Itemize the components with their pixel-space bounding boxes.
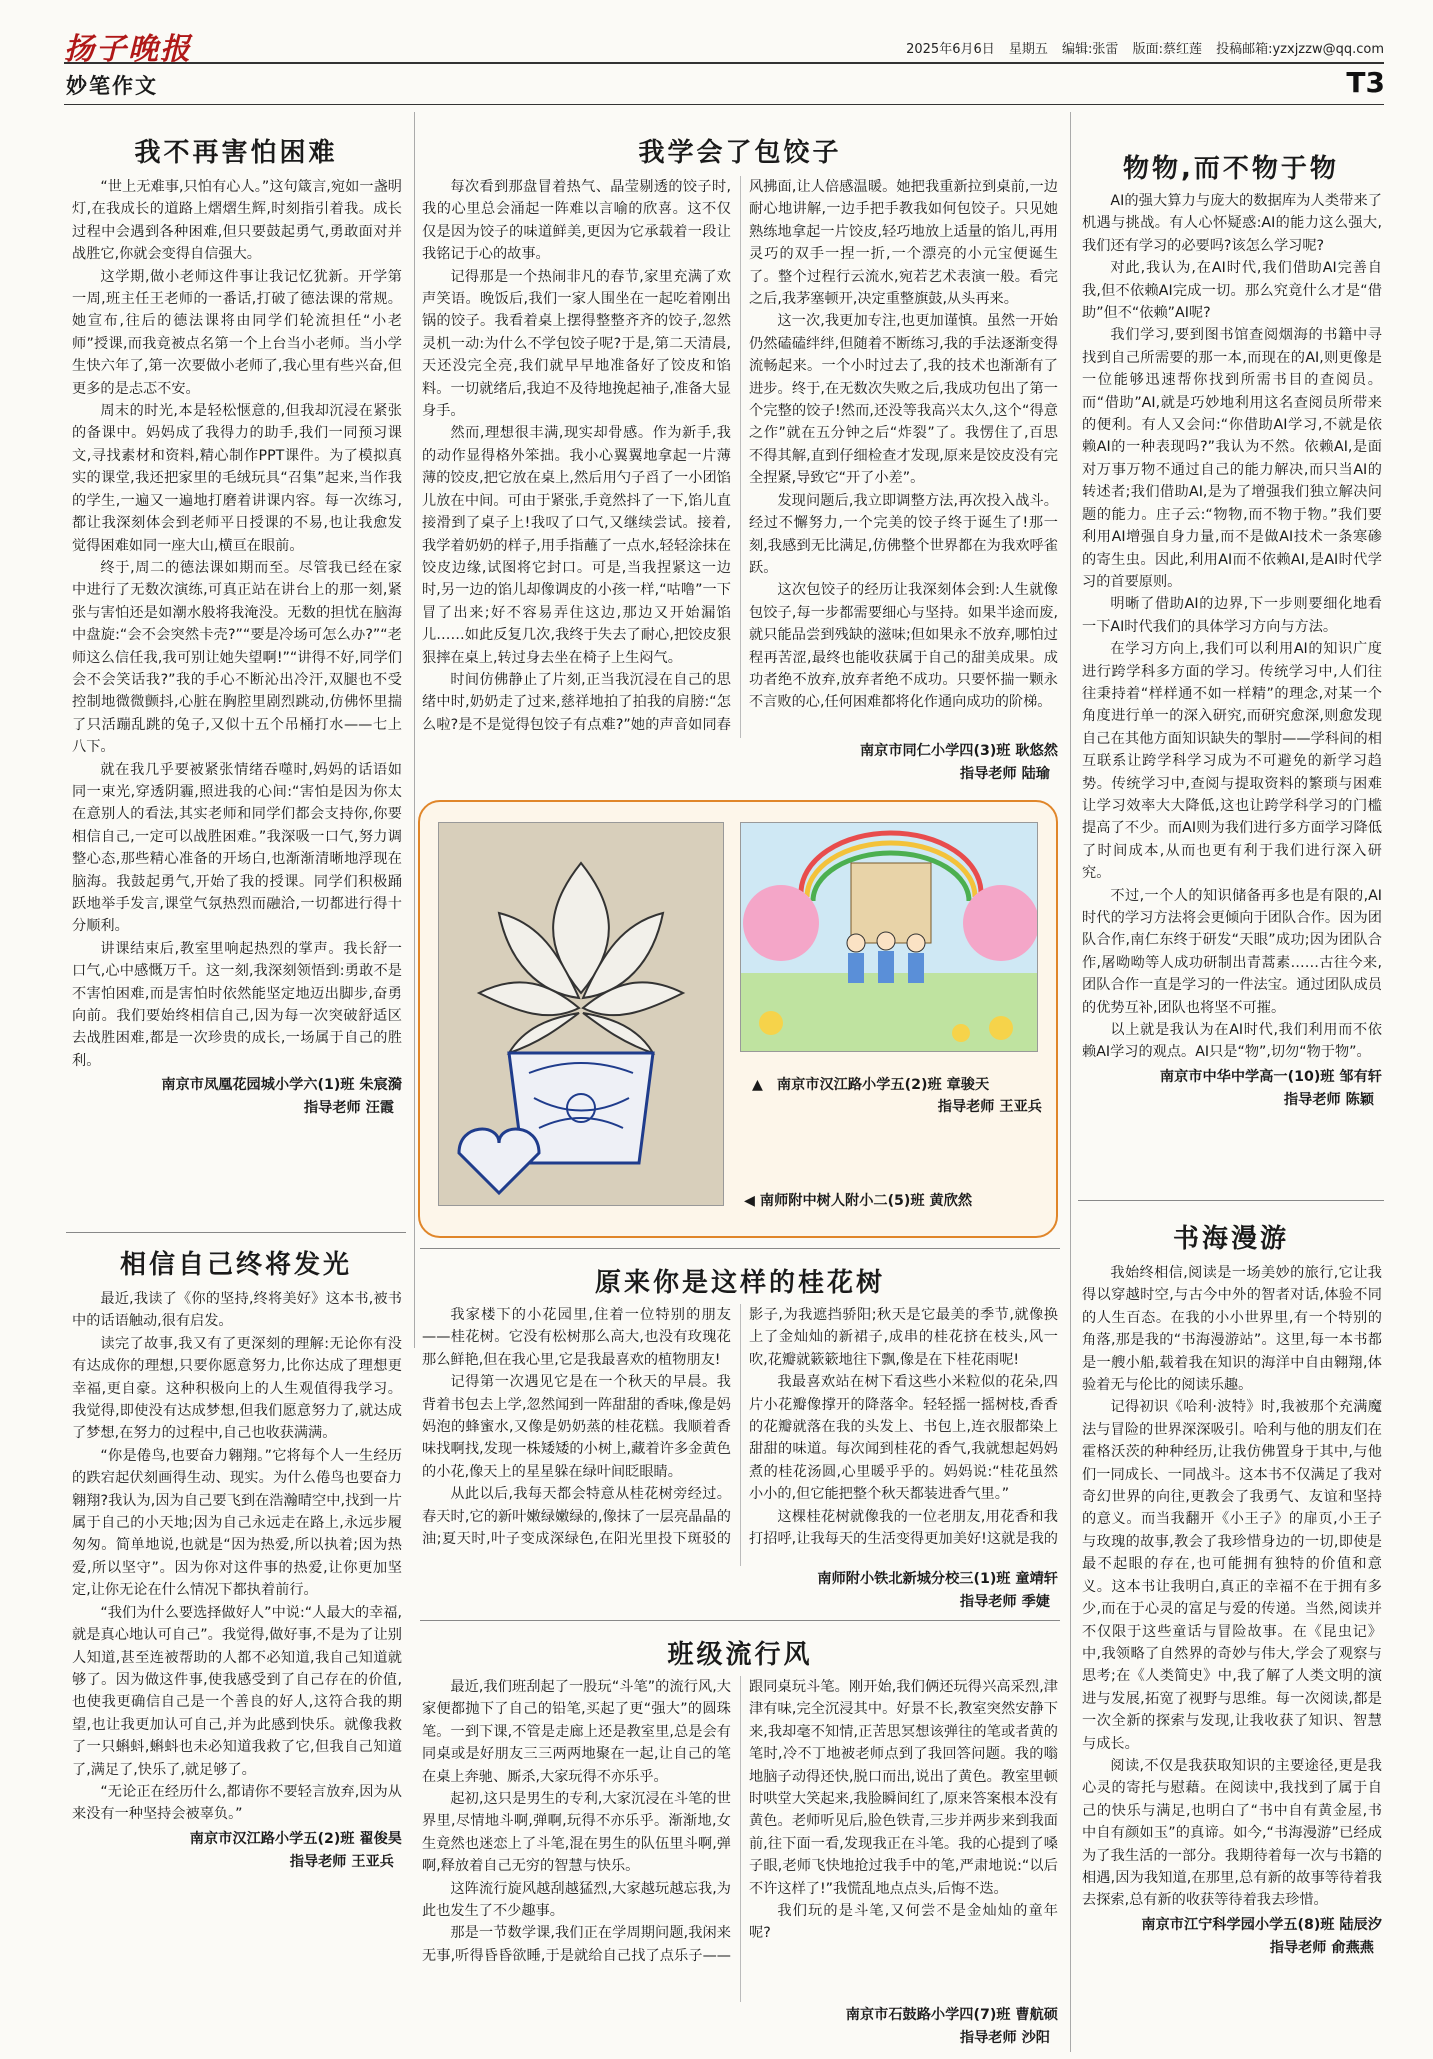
paragraph: 从此以后,我每天都会特意从桂花树旁经过。春天时,它的新叶嫩绿嫩绿的,像抹了一层亮晶晶的油;夏天时,叶子变成深绿色,在阳光里投下斑驳的影子,为我遮挡骄阳;秋天是它最美的季节,就像换上了金灿灿的新裙子,成串的桂花挤在枝头,风一吹,花瓣就簌簌地往下飘,像是在下桂花雨呢! [422,1307,1058,1548]
paragraph: 记得第一次遇见它是在一个秋天的早晨。我背着书包去上学,忽然闻到一阵甜甜的香味,像是妈妈泡的蜂蜜水,又像是奶奶蒸的桂花糕。我顺着香味找啊找,发现一株矮矮的小树上,藏着许多金黄色的小花,像天上的星星躲在绿叶间眨眼睛。 [422,1374,731,1480]
teacher-credit: 指导老师 汪霞 [303,1100,394,1117]
paragraph: 这次包饺子的经历让我深刻体会到:人生就像包饺子,每一步都需要细心与坚持。如果半途而废,就只能品尝到残缺的滋味;但如果永不放弃,哪怕过程再苦涩,最终也能收获属于自己的甜美成果。成功者绝不放弃,放弃者绝不成功。只要怀揣一颗永不言败的心,任何困难都将化作通向成功的阶梯。 [749,582,1058,711]
paragraph: 那是一节数学课,我们正在学周期问题,我闲来无事,听得昏昏欲睡,于是就给自己找了点乐子——跟同桌玩斗笔。刚开始,我们俩还玩得兴高采烈,津津有味,完全沉浸其中。好景不长,教室突然安静下来,我却毫不知情,正苦思冥想该弹往的笔或者黄的笔时,冷不丁地被老师点到了我回答问题。我的嗡地脑子动得还快,脱口而出,说出了黄色。教室里顿时哄堂大笑起来,我脸瞬间红了,原来答案根本没有黄色。老师听见后,脸色铁青,三步并两步来到我面前,往下面一看,发现我正在斗笔。我的心提到了嗓子眼,老师飞快地抢过我手中的笔,严肃地说:“以后不许这样了!”我慌乱地点点头,后悔不迭。 [422,1679,1058,1964]
school-drawing-icon [741,823,1037,1051]
article-title: 原来你是这样的桂花树 [594,1268,885,1298]
teacher-credit: 指导老师 季婕 [959,1594,1050,1610]
article-divider [420,1620,1060,1621]
paragraph: 我们学习,要到图书馆查阅烟海的书籍中寻找到自己所需要的那一本,而现在的AI,则更像是一位能够迅速帮你找到所需书目的查阅员。而“借助”AI,就是巧妙地利用这名查阅员所带来的便利。有人又会问:“你借助AI学习,不就是依赖AI的一种表现吗?”我认为不然。依赖AI,是面对万事万物不通过自己的能力解决,而只当AI的转述者;我们借助AI,是为了增强我们独立解决问题的能力。庄子云:“物物,而不物于物。”我们要利用AI增强自身力量,而不是做AI技术一条寒碜的寄生虫。因此,利用AI而不依赖AI,是AI时代学习的首要原则。 [1082,327,1382,590]
article-dumplings [422,176,1058,788]
section-rule [64,104,1384,105]
paragraph: 记得初识《哈利·波特》时,我被那个充满魔法与冒险的世界深深吸引。哈利与他的朋友们在霍格沃茨的种种经历,让我仿佛置身于其中,与他们一同成长、一同战斗。这本书不仅满足了我对奇幻世界的向往,更教会了我勇气、友谊和坚持的意义。而当我翻开《小王子》的扉页,小王子与玫瑰的故事,教会了我珍惜身边的一切,即使是最不起眼的存在,也可能拥有独特的价值和意义。这本书让我明白,真正的幸福不在于拥有多少,而在于心灵的富足与爱的传递。当然,阅读并不仅限于这些童话与冒险故事。在《昆虫记》中,我领略了自然界的奇妙与伟大,学会了观察与思考;在《人类简史》中,我了解了人类文明的演进与发展,拓宽了视野与思维。每一次阅读,都是一次全新的探索与发现,让我收获了知识、智慧与成长。 [1082,1399,1382,1752]
artwork-caption [744,1190,1054,1212]
article-class-trend [422,1676,1058,2054]
paragraph: “无论正在经历什么,都请你不要轻言放弃,因为从来没有一种坚持会被辜负。” [72,1783,402,1823]
artwork-school-scene [740,822,1038,1052]
paragraph: 以上就是我认为在AI时代,我们利用而不依赖AI学习的观点。AI只是“物”,切勿“物于物”。 [1082,1022,1382,1061]
paragraph: 最近,我们班刮起了一股玩“斗笔”的流行风,大家便都抛下了自己的铅笔,买起了更“强大”的圆珠笔。一到下课,不管是走廊上还是教室里,总是会有同桌或是好朋友三三两两地聚在一起,让自己的笔在桌上奔驰、厮杀,大家玩得不亦乐乎。 [422,1679,731,1785]
paragraph: 我们玩的是斗笔,又何尝不是金灿灿的童年呢? [749,1903,1058,1942]
article-divider [1078,1200,1384,1201]
article-body [422,1304,1058,1566]
paragraph: 在学习方向上,我们可以利用AI的知识广度进行跨学科多方面的学习。传统学习中,人们往往秉持着“样样通不如一样精”的理念,对某一个角度进行单一的深入研究,而研究愈深,则愈发现自己在其他方面知识缺失的掣肘——学科间的相互联系让跨学科学习成为不可避免的新学习趋势。传统学习中,查阅与提取资料的繁琐与困难让学习效率大大降低,这也让跨学科学习的门槛提高了不少。而AI则为我们进行多方面学习降低了时间成本,从而也更有利于我们进行深入研究。 [1082,641,1382,882]
paragraph: 这阵流行旋风越刮越猛烈,大家越玩越忘我,为此也发生了不少趣事。 [422,1880,731,1920]
paragraph: “世上无难事,只怕有心人。”这句箴言,宛如一盏明灯,在我成长的道路上熠熠生辉,时刻指引着我。成长过程中会遇到各种困难,但只要鼓起勇气,勇敢面对并战胜它,你就会变得自信强大。 [72,179,402,263]
paragraph: 这学期,做小老师这件事让我记忆犹新。开学第一周,班主任王老师的一番话,打破了德法课的常规。她宣布,往后的德法课将由同学们轮流担任“小老师”授课,而我竟被点名第一个上台当小老师。当小学生快六年了,第一次要做小老师了,我心里有些兴奋,但更多的是忐忑不安。 [72,268,402,397]
author-byline: 南京市石鼓路小学四(7)班 曹航硕 [845,2007,1058,2023]
article-body [422,1676,1058,2002]
artwork-school: 南师附中树人附小二(5)班 黄欣然 [759,1193,973,1209]
teacher-credit: 指导老师 王亚兵 [289,1853,394,1870]
header-info [896,38,1384,57]
article-title: 我不再害怕困难 [134,138,338,168]
article-body [72,1288,402,1826]
article-osmanthus [422,1304,1058,1616]
section-title: 妙笔作文 [66,74,158,98]
article-body [1082,190,1382,1064]
paragraph: AI的强大算力与庞大的数据库为人类带来了机遇与挑战。有人心怀疑惑:AI的能力这么强大,我们还有学习的必要吗?该怎么学习呢? [1082,193,1382,254]
paragraph: 这一次,我更加专注,也更加谨慎。虽然一开始仍然磕磕绊绊,但随着不断练习,我的手法逐渐变得流畅起来。一个小时过去了,我的技术也渐渐有了进步。终于,在无数次失败之后,我成功包出了第一个完整的饺子!然而,还没等我高兴太久,这个“得意之作”就在五分钟之后“炸裂”了。我愣住了,百思不得其解,直到仔细检查才发现,原来是饺皮没有完全捏紧,导致它“开了小差”。 [749,313,1058,487]
paragraph: 最近,我读了《你的坚持,终将美好》这本书,被书中的话语触动,很有启发。 [72,1291,402,1330]
paragraph: 起初,这只是男生的专利,大家沉浸在斗笔的世界里,尽情地斗啊,弹啊,玩得不亦乐乎。渐渐地,女生竟然也迷恋上了斗笔,混在男生的队伍里斗啊,弹啊,释放着自己无穷的智慧与快乐。 [422,1791,731,1875]
plant-drawing-icon [439,823,723,1205]
author-byline: 南京市中华中学高一(10)班 邹有轩 [1159,1068,1382,1085]
artwork-teacher: 指导老师 王亚兵 [937,1099,1042,1115]
paragraph: 这棵桂花树就像我的一位老朋友,用花香和我打招呼,让我每天的生活变得更加美好!这就是我的 [749,1508,1058,1548]
author-byline: 南京市同仁小学四(3)班 耿悠然 [859,743,1058,759]
article-book-sea [1082,1262,1382,2054]
header-rule [64,62,1384,64]
teacher-credit: 指导老师 沙阳 [959,2030,1050,2046]
article-not-afraid [72,176,402,1228]
column-divider [1070,112,1071,2052]
article-title: 班级流行风 [667,1640,813,1670]
paragraph: 讲课结束后,教室里响起热烈的掌声。我长舒一口气,心中感慨万千。这一刻,我深刻领悟到:勇敢不是不害怕困难,而是害怕时依然能坚定地迈出脚步,奋勇向前。我们要始终相信自己,因为每一次突破舒适区去战胜困难,都是一次珍贵的成长,一场属于自己的胜利。 [72,940,402,1069]
page-number: T3 [1346,66,1385,99]
article-ai-learning [1082,190,1382,1194]
paragraph: 我家楼下的小花园里,住着一位特别的朋友——桂花树。它没有松树那么高大,也没有玫瑰花那么鲜艳,但在我心里,它是我最喜欢的植物朋友! [422,1307,731,1368]
article-title: 相信自己终将发光 [119,1250,352,1280]
article-body [1082,1262,1382,1912]
column-divider [414,112,415,1348]
artwork-school: 南京市汉江路小学五(2)班 章骏天 [776,1077,990,1093]
paragraph: 就在我几乎要被紧张情绪吞噬时,妈妈的话语如同一束光,穿透阴霾,照进我的心间:“害怕是因为你太在意别人的看法,其实老师和同学们都会支持你,你要相信自己,一定可以战胜困难。”我深吸一口气,努力调整心态,那些精心准备的开场白,也渐渐清晰地浮现在脑海。我鼓起勇气,开始了我的授课。同学们积极踊跃地举手发言,课堂气氛热烈而融洽,一切都进行得十分顺利。 [72,761,402,935]
article-title: 书海漫游 [1172,1224,1289,1254]
paragraph: 然而,理想很丰满,现实却骨感。作为新手,我的动作显得格外笨拙。我小心翼翼地拿起一片薄薄的饺皮,把它放在桌上,然后用勺子舀了一小团馅儿放在中间。可由于紧张,手竟然抖了一下,馅儿直接滑到了桌子上!我叹了口气,又继续尝试。接着,我学着奶奶的样子,用手指蘸了一点水,轻轻涂抹在饺皮边缘,试图将它封口。可是,当我捏紧这一边时,另一边的馅儿却像调皮的小孩一样,“咕噜”一下冒了出来;好不容易弄住这边,那边又开始漏馅儿……如此反复几次,我终于失去了耐心,把饺皮狠狠摔在桌上,转过身去坐在椅子上生闷气。 [422,425,731,666]
author-byline: 南京市凤凰花园城小学六(1)班 朱宸漪 [161,1077,402,1094]
paragraph: 记得那是一个热闹非凡的春节,家里充满了欢声笑语。晚饭后,我们一家人围坐在一起吃着刚出锅的饺子。我看着桌上摆得整整齐齐的饺子,忽然灵机一动:为什么不学包饺子呢?于是,第二天清晨,天还没完全亮,我们就早早地准备好了饺皮和馅料。一切就绪后,我迫不及待地挽起袖子,准备大显身手。 [422,268,731,420]
issue-weekday: 星期五 [1008,42,1048,57]
paragraph: “你是倦鸟,也要奋力翱翔。”它将每个人一生经历的跌宕起伏刻画得生动、现实。为什么倦鸟也要奋力翱翔?我认为,因为自己要飞到在浩瀚晴空中,找到一片属于自己的小天地;因为自己永远走在路上,永远步履匆匆。简单地说,也就是“因为热爱,所以执着;因为热爱,所以坚守”。因为你对这件事的热爱,让你更加坚定,让你无论在什么情况下都执着前行。 [72,1447,402,1599]
teacher-credit: 指导老师 陈颖 [1283,1091,1374,1108]
paragraph: 每次看到那盘冒着热气、晶莹剔透的饺子时,我的心里总会涌起一阵难以言喻的欣喜。这不仅仅是因为饺子的味道鲜美,更因为它承载着一段让我铭记于心的故事。 [422,179,731,263]
article-title: 我学会了包饺子 [638,138,842,168]
teacher-credit: 指导老师 俞燕燕 [1269,1939,1374,1956]
paragraph: “我们为什么要选择做好人”中说:“人最大的幸福,就是真心地认可自己”。我觉得,做好事,不是为了让别人知道,甚至连被帮助的人都不必知道,我自己知道就够了。因为做这件事,使我感受到了自己存在的价值,也使我更确信自己是一个善良的好人,这符合我的期望,也让我更加认可自己,并为此感到快乐。就像我救了一只蝌蚪,蝌蚪也未必知道我救了它,但我自己知道了,满足了,快乐了,就足够了。 [72,1604,402,1778]
author-byline: 南京市江宁科学园小学五(8)班 陆辰汐 [1141,1916,1382,1933]
masthead [64,24,1384,67]
paragraph: 读完了故事,我又有了更深刻的理解:无论你有没有达成你的理想,只要你愿意努力,比你达成了理想更幸福,更自豪。这种积极向上的人生观值得我学习。我觉得,即使没有达成梦想,但我们愿意努力了,就达成了梦想,在努力的过程中,自己也收获满满。 [72,1335,402,1442]
artwork-potted-plant [438,822,724,1206]
paragraph: 我始终相信,阅读是一场美妙的旅行,它让我得以穿越时空,与古今中外的智者对话,体验不同的人生百态。在我的小小世界里,有一个特别的角落,那是我的“书海漫游站”。这里,每一本书都是一艘小船,载着我在知识的海洋中自由翱翔,体验着无与伦比的阅读乐趣。 [1082,1265,1382,1394]
article-title: 物物,而不物于物 [1123,154,1339,184]
paragraph: 我最喜欢站在树下看这些小米粒似的花朵,四片小花瓣像撑开的降落伞。轻轻摇一摇树枝,香香的花瓣就落在我的头发上、书包上,连衣服都染上甜甜的味道。每次闻到桂花的香气,我就想起妈妈煮的桂花汤圆,心里暖乎乎的。妈妈说:“桂花虽然小小的,但它能把整个秋天都装进香气里。” [749,1374,1058,1503]
caption-marker: ◀ [744,1193,755,1209]
author-byline: 南师附小铁北新城分校三(1)班 童靖轩 [817,1571,1058,1587]
paragraph: 周末的时光,本是轻松惬意的,但我却沉浸在紧张的备课中。妈妈成了我得力的助手,我们一同预习课文,寻找素材和资料,精心制作PPT课件。为了模拟真实的课堂,我还把家里的毛绒玩具“召集”起来,当作我的学生,一遍又一遍地打磨着讲课内容。每一次练习,都让我深刻体会到老师平日授课的不易,也让我愈发觉得困难如同一座大山,横亘在眼前。 [72,403,402,554]
article-divider [66,1232,406,1233]
article-divider [420,1248,1060,1249]
paragraph: 不过,一个人的知识储备再多也是有限的,AI时代的学习方法将会更倾向于团队合作。因为团队合作,南仁东终于研发“天眼”成功;因为团队合作,屠呦呦等人成功研制出青蒿素……古往今来,团队合作一直是学习的一件法宝。通过团队成员的优势互补,团队也将坚不可摧。 [1082,887,1382,1016]
teacher-credit: 指导老师 陆瑜 [959,766,1050,782]
paragraph: 发现问题后,我立即调整方法,再次投入战斗。经过不懈努力,一个完美的饺子终于诞生了!那一刻,我感到无比满足,仿佛整个世界都在为我欢呼雀跃。 [749,492,1058,576]
author-byline: 南京市汉江路小学五(2)班 翟俊昊 [189,1830,402,1847]
editor-credit: 编辑:张雷 [1062,42,1119,57]
article-shine [72,1288,402,2054]
article-body [72,176,402,1072]
paragraph: 终于,周二的德法课如期而至。尽管我已经在家中进行了无数次演练,可真正站在讲台上的那一刻,紧张与害怕还是如潮水般将我淹没。无数的担忧在脑海中盘旋:“会不会突然卡壳?”“要是冷场可怎么办?”“老师这么信任我,我可别让她失望啊!”“讲得不好,同学们会不会笑话我?”我的手心不断沁出冷汗,双腿也不受控制地微微颤抖,心脏在胸腔里剧烈跳动,仿佛怀里揣了只活蹦乱跳的兔子,又似十五个吊桶打水——七上八下。 [72,559,402,756]
paragraph: 阅读,不仅是我获取知识的主要途径,更是我心灵的寄托与慰藉。在阅读中,我找到了属于自己的快乐与满足,也明白了“书中自有黄金屋,书中自有颜如玉”的真谛。如今,“书海漫游”已经成为了我生活的一部分。我期待着每一次与书籍的相遇,因为我知道,在那里,总有新的故事等待着我去探索,总有新的收获等待着我去珍惜。 [1082,1757,1382,1909]
layout-credit: 版面:蔡红莲 [1132,42,1202,57]
paragraph: 对此,我认为,在AI时代,我们借助AI完善自我,但不依赖AI完成一切。那么究竟什么才是“借助”但不“依赖”AI呢? [1082,260,1382,322]
artwork-caption [752,1074,1042,1118]
article-body [422,176,1058,738]
issue-date: 2025年6月6日 [906,42,995,57]
paragraph: 明晰了借助AI的边界,下一步则要细化地看一下AI时代我们的具体学习方向与方法。 [1082,596,1382,635]
submission-email[interactable]: 投稿邮箱:yzxjzzw@qq.com [1216,42,1384,57]
caption-marker: ▲ [752,1077,763,1093]
newspaper-logo: 扬子晚报 [64,32,192,67]
paragraph: 时间仿佛静止了片刻,正当我沉浸在自己的思绪中时,奶奶走了过来,慈祥地拍了拍我的肩膀:“怎么啦?是不是觉得包饺子有点难?”她的声音如同春风拂面,让人倍感温暖。她把我重新拉到桌前,一边耐心地讲解,一边手把手教我如何包饺子。只见她熟练地拿起一片饺皮,轻巧地放上适量的馅儿,再用灵巧的双手一捏一折,一个漂亮的小元宝便诞生了。整个过程行云流水,宛若艺术表演一般。看完之后,我茅塞顿开,决定重整旗鼓,从头再来。 [422,179,1058,733]
